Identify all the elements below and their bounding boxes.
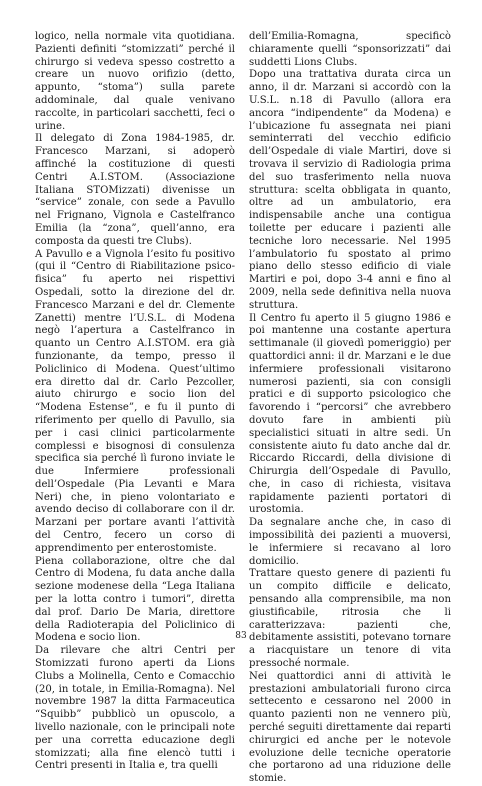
- right-text-column: [249, 31, 451, 786]
- paragraph: logico, nella normale vita quotidiana. Pazienti definiti “stomizzati” perché il chirurgo si vedeva spesso costretto a creare un nuovo orifizio (detto, appunto, “stoma”) sulla parete addominale, dal quale venivano raccolte, in particolari sacchetti, feci o urine.: [35, 31, 235, 132]
- paragraph: Piena collaborazione, oltre che dal Centro di Modena, fu data anche dalla sezione modenese della “Lega Italiana per la lotta contro i tumori”, diretta dal prof. Dario De Maria, direttore della Radioterapia del Policlinico di Modena e socio lion.: [35, 555, 235, 644]
- paragraph: Il Centro fu aperto il 5 giugno 1986 e poi mantenne una costante apertura settimanale (il giovedì pomeriggio) per quattordici anni: il dr. Marzani e le due infermiere professionali visitarono numerosi pazienti, sia con consigli pratici e di supporto psicologico che favorendo i “percorsi” che avrebbero dovuto fare in ambienti più specialistici situati in altre sedi. Un consistente aiuto fu dato anche dal dr. Riccardo Riccardi, della divisione di Chirurgia dell’Ospedale di Pavullo, che, in caso di richiesta, visitava rapidamente pazienti portatori di urostomia.: [249, 312, 451, 516]
- paragraph: dell’Emilia-Romagna, specificò chiaramente quelli “sponsorizzati” dai suddetti Lions Clubs.: [249, 31, 451, 68]
- paragraph: Da rilevare che altri Centri per Stomizzati furono aperti da Lions Clubs a Molinella, Cento e Comacchio (20, in totale, in Emilia-Romagna). Nel novembre 1987 la ditta Farmaceutica “Squibb” pubblicò un opuscolo, a livello nazionale, con le principali note per una corretta educazione degli stomizzati; alla fine elencò tutti i Centri presenti in Italia e, tra quelli: [35, 645, 235, 772]
- left-text-column: [35, 31, 235, 773]
- paragraph: Dopo una trattativa durata circa un anno, il dr. Marzani si accordò con la U.S.L. n.18 di Pavullo (allora era ancora “indipendente” da Modena) e l’ubicazione fu assegnata nei piani seminterrati del vecchio edificio dell’Ospedale di viale Martiri, dove si trovava il servizio di Radiologia prima del suo trasferimento nella nuova struttura: scelta obbligata in quanto, oltre ad un ambulatorio, era indispensabile anche una contigua toilette per educare i pazienti alle tecniche loro necessarie. Nel 1995 l’ambulatorio fu spostato al primo piano dello stesso edificio di viale Martiri e poi, dopo 3-4 anni e fino al 2009, nella sede definitiva nella nuova struttura.: [249, 69, 451, 311]
- paragraph: Il delegato di Zona 1984-1985, dr. Francesco Marzani, si adoperò affinché la costituzione di questi Centri A.I.STOM. (Associazione Italiana STOMizzati) divenisse un “service” zonale, con sede a Pavullo nel Frignano, Vignola e Castelfranco Emilia (la “zona”, quell’anno, era composta da questi tre Clubs).: [35, 133, 235, 247]
- paragraph: Da segnalare anche che, in caso di impossibilità dei pazienti a muoversi, le infermiere si recavano al loro domicilio.: [249, 517, 451, 567]
- page-number: 83: [235, 631, 247, 641]
- paragraph: Trattare questo genere di pazienti fu un compito difficile e delicato, pensando alla comprensibile, ma non giustificabile, ritrosia che li caratterizzava: pazienti che, debitamente assistiti, potevano tornare a riacquistare un tenore di vita pressoché normale.: [249, 568, 451, 670]
- paragraph: A Pavullo e a Vignola l’esito fu positivo (qui il “Centro di Riabilitazione psico-fisica” fu aperto nei rispettivi Ospedali, sotto la direzione del dr. Francesco Marzani e del dr. Clemente Zanetti) mentre l’U.S.L. di Modena negò l’apertura a Castelfranco in quanto un Centro A.I.STOM. era già funzionante, da tempo, presso il Policlinico di Modena. Quest’ultimo era diretto dal dr. Carlo Pezcoller, aiuto chirurgo e socio lion del “Modena Estense”, e fu il punto di riferimento per quello di Pavullo, sia per i casi clinici particolarmente complessi e bisognosi di consulenza specifica sia perché lì furono inviate le due Infermiere professionali dell’Ospedale (Pia Levanti e Mara Neri) che, in pieno volontariato e avendo deciso di collaborare con il dr. Marzani per portare avanti l’attività del Centro, fecero un corso di apprendimento per enterostomiste.: [35, 248, 235, 554]
- paragraph: Nei quattordici anni di attività le prestazioni ambulatoriali furono circa settecento e cessarono nel 2000 in quanto pazienti non ne vennero più, perché seguiti direttamente dai reparti chirurgici ed anche per le notevole evoluzione delle tecniche operatorie che portarono ad una riduzione delle stomie.: [249, 670, 451, 785]
